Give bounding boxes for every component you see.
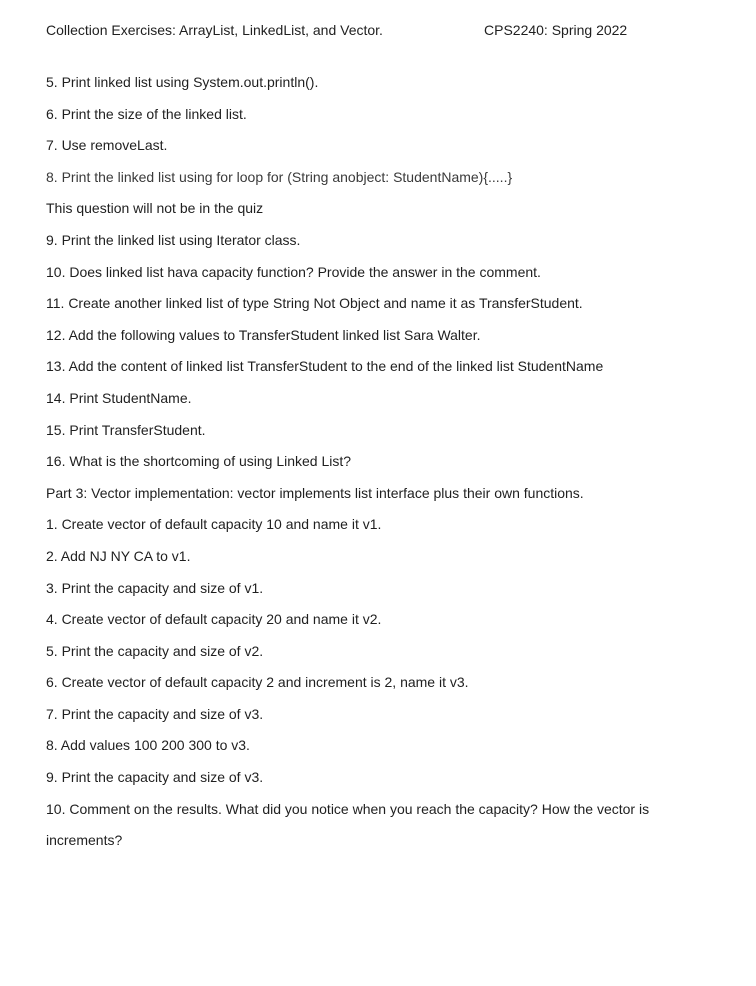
document-title: Collection Exercises: ArrayList, LinkedList, and Vector. (46, 22, 383, 38)
exercise-line: 6. Print the size of the linked list. (46, 105, 247, 122)
exercise-line: 14. Print StudentName. (46, 389, 192, 406)
exercise-line: 8. Print the linked list using for loop for (String anobject: StudentName){.....} (46, 168, 513, 185)
exercise-note: This question will not be in the quiz (46, 200, 264, 217)
exercise-line: 13. Add the content of linked list TransferStudent to the end of the linked list StudentName (46, 358, 604, 375)
exercise-line: 15. Print TransferStudent. (46, 421, 206, 438)
exercise-line: 1. Create vector of default capacity 10 and name it v1. (46, 516, 382, 533)
exercise-line: 10. Comment on the results. What did you notice when you reach the capacity? How the vector is (46, 800, 650, 817)
exercise-line: 7. Print the capacity and size of v3. (46, 705, 264, 722)
exercise-line: 9. Print the capacity and size of v3. (46, 769, 264, 786)
course-label: CPS2240: Spring 2022 (484, 22, 628, 38)
exercise-list (46, 72, 726, 862)
exercise-line: 12. Add the following values to TransferStudent linked list Sara Walter. (46, 326, 481, 343)
section-heading: Part 3: Vector implementation: vector implements list interface plus their own functions. (46, 484, 584, 501)
exercise-line: 7. Use removeLast. (46, 137, 168, 154)
exercise-line: 5. Print the capacity and size of v2. (46, 642, 264, 659)
exercise-line: 8. Add values 100 200 300 to v3. (46, 737, 250, 754)
exercise-line: 2. Add NJ NY CA to v1. (46, 547, 191, 564)
exercise-line: 10. Does linked list hava capacity function? Provide the answer in the comment. (46, 263, 541, 280)
exercise-line: 11. Create another linked list of type String Not Object and name it as TransferStudent. (46, 295, 583, 312)
exercise-line: 4. Create vector of default capacity 20 and name it v2. (46, 611, 382, 628)
exercise-line: 9. Print the linked list using Iterator class. (46, 231, 301, 248)
exercise-line: 16. What is the shortcoming of using Linked List? (46, 453, 352, 470)
exercise-line: 3. Print the capacity and size of v1. (46, 579, 264, 596)
exercise-line: 5. Print linked list using System.out.println(). (46, 74, 319, 90)
exercise-line-continuation: increments? (46, 832, 123, 849)
exercise-line: 6. Create vector of default capacity 2 and increment is 2, name it v3. (46, 674, 469, 691)
